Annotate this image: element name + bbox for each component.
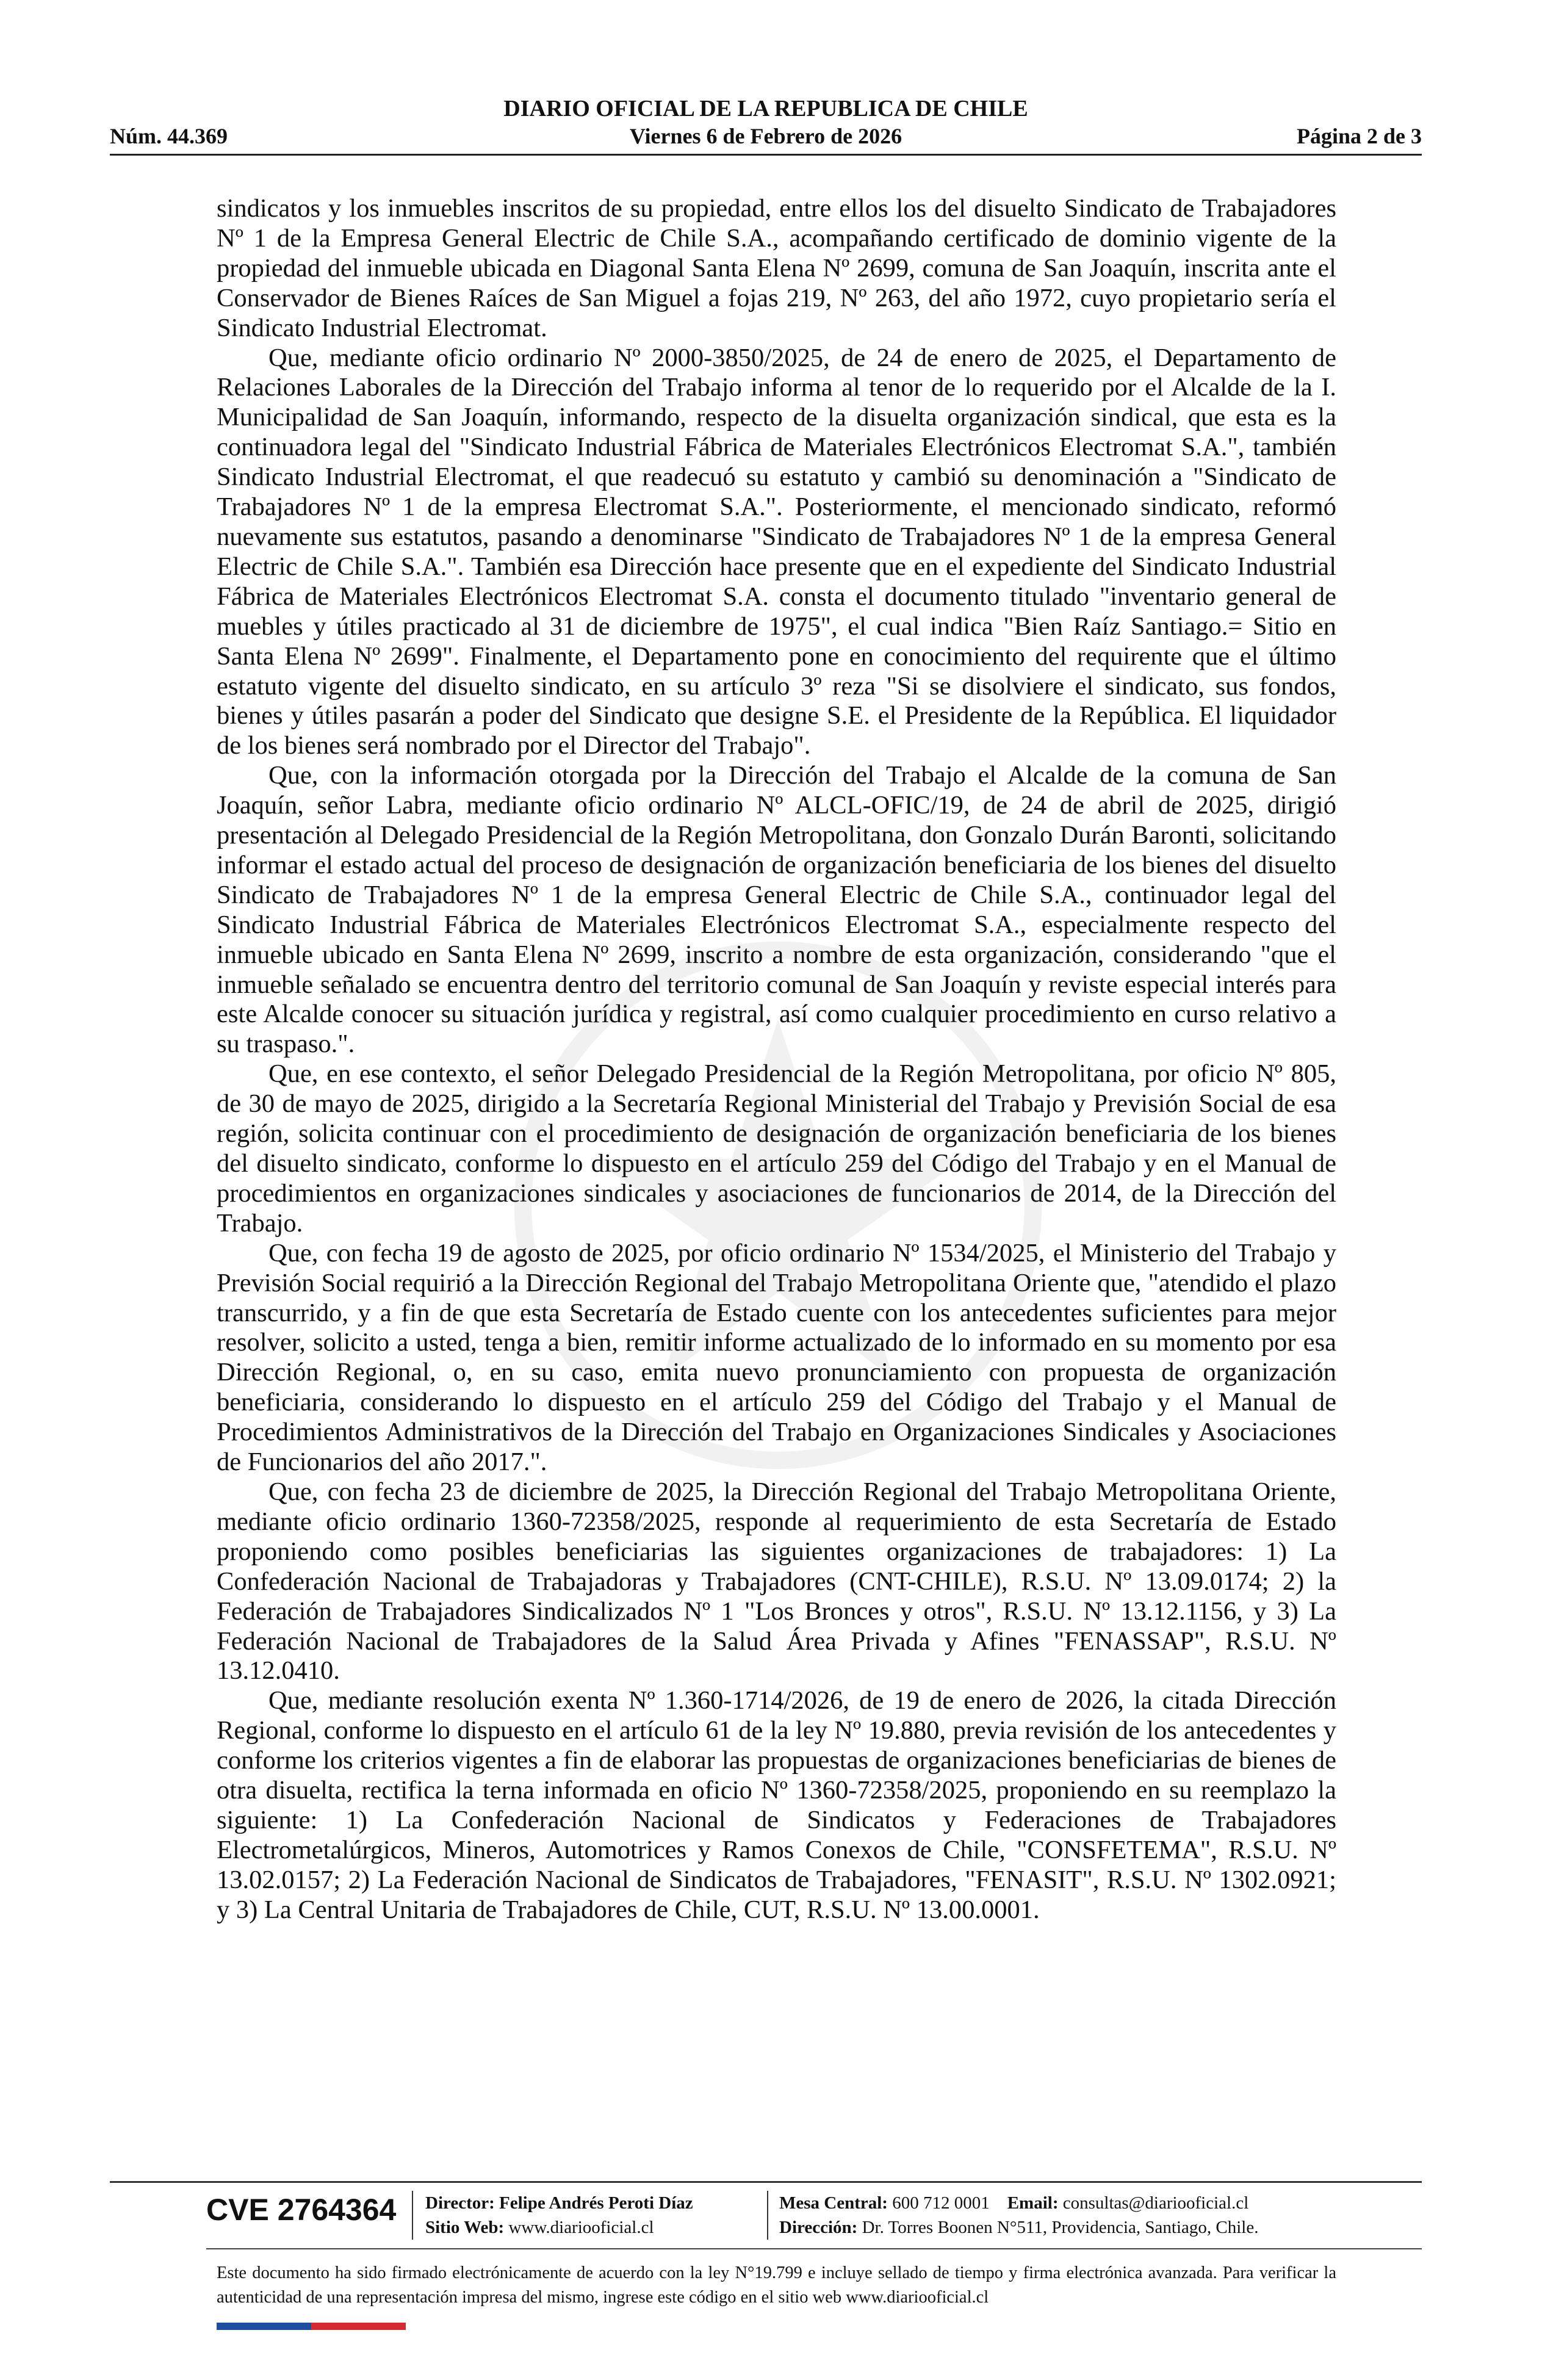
paragraph: Que, con la información otorgada por la Dirección del Trabajo el Alcalde de la comuna de San Joaquín, señor Labra, mediante oficio ordinario Nº ALCL-OFIC/19, de 24 de abril de 2025, dirigió presentación al Delegado Presidencial de la Región Metropolitana, don Gonzalo Durán Baronti, solicitando informar el estado actual del proceso de designación de organización beneficiaria de los bienes del disuelto Sindicato de Trabajadores Nº 1 de la empresa General Electric de Chile S.A., continuador legal del Sindicato Industrial Fábrica de Materiales Electrónicos Electromat S.A., especialmente respecto del inmueble ubicado en Santa Elena Nº 2699, inscrito a nombre de esta organización, considerando "que el inmueble señalado se encuentra dentro del territorio comunal de San Joaquín y reviste especial interés para este Alcalde conocer su situación jurídica y registral, así como cualquier procedimiento en curso relativo a su traspaso.". xyxy=(217,761,1336,1059)
paragraph: Que, mediante resolución exenta Nº 1.360-1714/2026, de 19 de enero de 2026, la citada Dirección Regional, conforme lo dispuesto en el artículo 61 de la ley Nº 19.880, previa revisión de los antecedentes y conforme los criterios vigentes a fin de elaborar las propuestas de organizaciones beneficiarias de bienes de otra disuelta, rectifica la terna informada en oficio Nº 1360-72358/2025, proponiendo en su reemplazo la siguiente: 1) La Confederación Nacional de Sindicatos y Federaciones de Trabajadores Electrometalúrgicos, Mineros, Automotrices y Ramos Conexos de Chile, "CONSFETEMA", R.S.U. Nº 13.02.0157; 2) La Federación Nacional de Sindicatos de Trabajadores, "FENASIT", R.S.U. Nº 1302.0921; y 3) La Central Unitaria de Trabajadores de Chile, CUT, R.S.U. Nº 13.00.0001. xyxy=(217,1686,1336,1924)
paragraph: Que, mediante oficio ordinario Nº 2000-3850/2025, de 24 de enero de 2025, el Departamento de Relaciones Laborales de la Dirección del Trabajo informa al tenor de lo requerido por el Alcalde de la I. Municipalidad de San Joaquín, informando, respecto de la disuelta organización sindical, que esta es la continuadora legal del "Sindicato Industrial Fábrica de Materiales Electrónicos Electromat S.A.", también Sindicato Industrial Electromat, el que readecuó su estatuto y cambió su denominación a "Sindicato de Trabajadores Nº 1 de la empresa Electromat S.A.". Posteriormente, el mencionado sindicato, reformó nuevamente sus estatutos, pasando a denominarse "Sindicato de Trabajadores Nº 1 de la empresa General Electric de Chile S.A.". También esa Dirección hace presente que en el expediente del Sindicato Industrial Fábrica de Materiales Electrónicos Electromat S.A. consta el documento titulado "inventario general de muebles y útiles practicado al 31 de diciembre de 1975", el cual indica "Bien Raíz Santiago.= Sitio en Santa Elena Nº 2699". Finalmente, el Departamento pone en conocimiento del requirente que el último estatuto vigente del disuelto sindicato, en su artículo 3º reza "Si se disolviere el sindicato, sus fondos, bienes y útiles pasarán a poder del Sindicato que designe S.E. el Presidente de la República. El liquidador de los bienes será nombrado por el Director del Trabajo". xyxy=(217,343,1336,760)
email-label: Email: xyxy=(1007,2193,1059,2213)
flag-red-segment xyxy=(311,2323,406,2330)
paragraph: sindicatos y los inmuebles inscritos de su propiedad, entre ellos los del disuelto Sindicato de Trabajadores Nº 1 de la Empresa General Electric de Chile S.A., acompañando certificado de dominio vigente de la propiedad del inmueble ubicada en Diagonal Santa Elena Nº 2699, comuna de San Joaquín, inscrita ante el Conservador de Bienes Raíces de San Miguel a fojas 219, Nº 263, del año 1972, cuyo propietario sería el Sindicato Industrial Electromat. xyxy=(217,194,1336,342)
director-label: Director: xyxy=(425,2193,495,2213)
email-link[interactable]: consultas@diariooficial.cl xyxy=(1062,2193,1249,2213)
footer-separator xyxy=(412,2191,413,2240)
footer-director-block xyxy=(425,2191,693,2240)
issue-number: Núm. 44.369 xyxy=(110,124,228,148)
page-number: Página 2 de 3 xyxy=(1296,124,1422,148)
site-link[interactable]: www.diariooficial.cl xyxy=(508,2218,654,2237)
footer-divider-2 xyxy=(206,2248,1422,2249)
issue-date: Viernes 6 de Febrero de 2026 xyxy=(629,124,902,148)
document-body xyxy=(217,194,1336,1925)
footer-separator xyxy=(767,2191,768,2240)
address-value: Dr. Torres Boonen N°511, Providencia, Santiago, Chile. xyxy=(862,2218,1259,2237)
phone-label: Mesa Central: xyxy=(779,2193,888,2213)
cve-code: CVE 2764364 xyxy=(206,2193,397,2227)
flag-blue-segment xyxy=(217,2323,311,2330)
footer-divider xyxy=(110,2181,1422,2183)
paragraph: Que, con fecha 23 de diciembre de 2025, la Dirección Regional del Trabajo Metropolitana Oriente, mediante oficio ordinario 1360-72358/2025, responde al requerimiento de esta Secretaría de Estado proponiendo como posibles beneficiarias las siguientes organizaciones de trabajadores: 1) La Confederación Nacional de Trabajadoras y Trabajadores (CNT-CHILE), R.S.U. Nº 13.09.0174; 2) la Federación de Trabajadores Sindicalizados Nº 1 "Los Bronces y otros", R.S.U. Nº 13.12.1156, y 3) La Federación Nacional de Trabajadores de la Salud Área Privada y Afines "FENASSAP", R.S.U. Nº 13.12.0410. xyxy=(217,1477,1336,1686)
director-name: Felipe Andrés Peroti Díaz xyxy=(499,2193,693,2213)
phone-value: 600 712 0001 xyxy=(892,2193,990,2213)
page-header xyxy=(110,92,1422,153)
header-divider xyxy=(110,154,1422,156)
address-label: Dirección: xyxy=(779,2218,858,2237)
signature-note: Este documento ha sido firmado electrónicamente de acuerdo con la ley N°19.799 e incluye sellado de tiempo y firma electrónica avanzada. Para verificar la autenticidad de una representación impresa del mismo, ingrese este código en el sitio web www.diariooficial.cl xyxy=(217,2263,1336,2307)
site-label: Sitio Web: xyxy=(425,2218,505,2237)
flag-stripe xyxy=(217,2323,406,2330)
paragraph: Que, con fecha 19 de agosto de 2025, por oficio ordinario Nº 1534/2025, el Ministerio del Trabajo y Previsión Social requirió a la Dirección Regional del Trabajo Metropolitana Oriente que, "atendido el plazo transcurrido, y a fin de que esta Secretaría de Estado cuente con los antecedentes suficientes para mejor resolver, solicito a usted, tenga a bien, remitir informe actualizado de lo informado en su momento por esa Dirección Regional, o, en su caso, emita nuevo pronunciamiento con propuesta de organización beneficiaria, considerando lo dispuesto en el artículo 259 del Código del Trabajo y el Manual de Procedimientos Administrativos de la Dirección del Trabajo en Organizaciones Sindicales y Asociaciones de Funcionarios del año 2017.". xyxy=(217,1238,1336,1477)
publication-title: DIARIO OFICIAL DE LA REPUBLICA DE CHILE xyxy=(503,96,1028,121)
paragraph: Que, en ese contexto, el señor Delegado Presidencial de la Región Metropolitana, por oficio Nº 805, de 30 de mayo de 2025, dirigido a la Secretaría Regional Ministerial del Trabajo y Previsión Social de esa región, solicita continuar con el procedimiento de designación de organización beneficiaria de los bienes del disuelto sindicato, conforme lo dispuesto en el artículo 259 del Código del Trabajo y en el Manual de procedimientos en organizaciones sindicales y asociaciones de funcionarios de 2014, de la Dirección del Trabajo. xyxy=(217,1059,1336,1238)
footer-contact-block xyxy=(779,2191,1258,2240)
